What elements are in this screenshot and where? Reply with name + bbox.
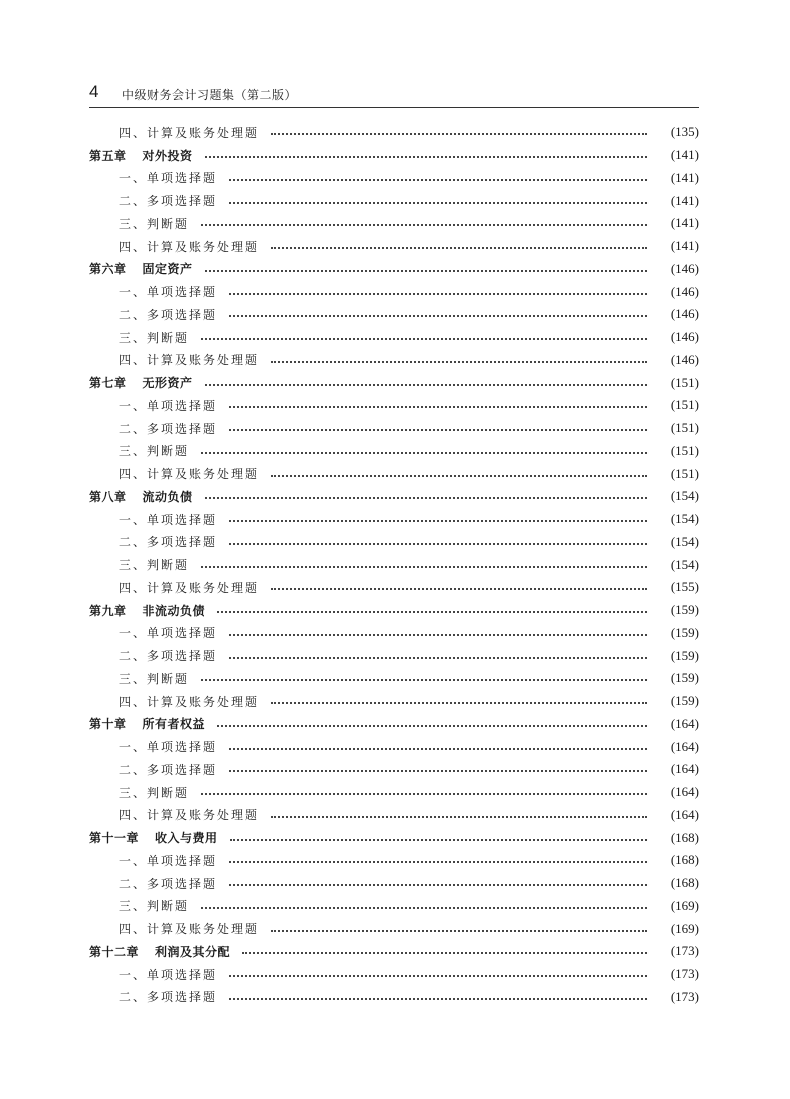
section-title: 三、判断题 <box>119 330 190 345</box>
dot-leader <box>229 634 647 636</box>
toc-section-entry <box>89 553 699 576</box>
page-reference: (151) <box>670 420 699 436</box>
toc-section-entry <box>89 667 699 690</box>
toc-section-entry <box>89 986 699 1009</box>
toc-chapter-entry <box>89 599 699 622</box>
section-title: 四、计算及账务处理题 <box>119 580 260 595</box>
page-reference: (173) <box>670 943 699 959</box>
page-reference: (173) <box>670 988 699 1004</box>
section-title: 三、判断题 <box>119 785 190 800</box>
toc-section-entry <box>89 872 699 895</box>
toc-section-entry <box>89 622 699 645</box>
dot-leader <box>201 793 647 795</box>
section-title: 四、计算及账务处理题 <box>119 125 260 140</box>
toc-section-entry <box>89 781 699 804</box>
page-reference: (164) <box>670 761 699 777</box>
page-reference: (154) <box>670 511 699 527</box>
toc-chapter-entry <box>89 144 699 167</box>
page-reference: (154) <box>670 556 699 572</box>
section-title: 一、单项选择题 <box>119 398 218 413</box>
page-reference: (154) <box>670 533 699 549</box>
page-reference: (154) <box>670 488 699 504</box>
dot-leader <box>205 384 647 386</box>
toc-section-entry <box>89 804 699 827</box>
chapter-number: 第八章 <box>89 489 127 504</box>
toc-chapter-entry <box>89 371 699 394</box>
dot-leader <box>229 884 647 886</box>
chapter-title: 对外投资 <box>142 148 193 163</box>
section-title: 一、单项选择题 <box>119 967 218 982</box>
dot-leader <box>217 725 647 727</box>
dot-leader <box>201 338 647 340</box>
page-reference: (159) <box>670 624 699 640</box>
dot-leader <box>229 315 647 317</box>
toc-chapter-entry <box>89 940 699 963</box>
toc-section-entry <box>89 508 699 531</box>
dot-leader <box>229 179 647 181</box>
toc-chapter-entry <box>89 826 699 849</box>
toc-section-entry <box>89 895 699 918</box>
toc-section-entry <box>89 235 699 258</box>
dot-leader <box>271 702 647 704</box>
dot-leader <box>201 452 647 454</box>
page-reference: (151) <box>670 442 699 458</box>
toc-section-entry <box>89 963 699 986</box>
toc-section-entry <box>89 167 699 190</box>
page-reference: (164) <box>670 784 699 800</box>
dot-leader <box>201 907 647 909</box>
section-title: 一、单项选择题 <box>119 740 218 755</box>
dot-leader <box>242 952 647 954</box>
toc-section-entry <box>89 394 699 417</box>
section-title: 四、计算及账务处理题 <box>119 694 260 709</box>
chapter-number: 第七章 <box>89 376 127 391</box>
dot-leader <box>229 202 647 204</box>
toc-section-entry <box>89 280 699 303</box>
page-reference: (146) <box>670 351 699 367</box>
page-reference: (151) <box>670 465 699 481</box>
dot-leader <box>229 657 647 659</box>
page-reference: (151) <box>670 397 699 413</box>
section-title: 四、计算及账务处理题 <box>119 922 260 937</box>
page-reference: (146) <box>670 260 699 276</box>
page-reference: (159) <box>670 647 699 663</box>
section-title: 一、单项选择题 <box>119 853 218 868</box>
dot-leader <box>201 566 647 568</box>
dot-leader <box>271 361 647 363</box>
toc-section-entry <box>89 440 699 463</box>
running-title: 中级财务会计习题集（第二版） <box>122 88 298 102</box>
section-title: 四、计算及账务处理题 <box>119 808 260 823</box>
chapter-title: 非流动负债 <box>142 603 206 618</box>
chapter-title: 利润及其分配 <box>155 944 231 959</box>
page-reference: (146) <box>670 306 699 322</box>
section-title: 四、计算及账务处理题 <box>119 467 260 482</box>
page-reference: (141) <box>670 147 699 163</box>
header-rule <box>89 107 699 108</box>
section-title: 二、多项选择题 <box>119 876 218 891</box>
dot-leader <box>271 475 647 477</box>
section-title: 二、多项选择题 <box>119 307 218 322</box>
dot-leader <box>229 748 647 750</box>
page-reference: (173) <box>670 966 699 982</box>
page-reference: (159) <box>670 670 699 686</box>
chapter-number: 第九章 <box>89 603 127 618</box>
section-title: 一、单项选择题 <box>119 512 218 527</box>
dot-leader <box>201 224 647 226</box>
dot-leader <box>229 998 647 1000</box>
toc-chapter-entry <box>89 485 699 508</box>
toc-chapter-entry <box>89 713 699 736</box>
section-title: 三、判断题 <box>119 671 190 686</box>
dot-leader <box>271 133 647 135</box>
page-reference: (168) <box>670 852 699 868</box>
page-reference: (141) <box>670 238 699 254</box>
chapter-number: 第十一章 <box>89 831 140 846</box>
page-reference: (155) <box>670 579 699 595</box>
dot-leader <box>201 679 647 681</box>
dot-leader <box>230 839 647 841</box>
section-title: 二、多项选择题 <box>119 535 218 550</box>
section-title: 二、多项选择题 <box>119 421 218 436</box>
page-number: 4 <box>89 82 99 101</box>
page-reference: (168) <box>670 829 699 845</box>
section-title: 二、多项选择题 <box>119 762 218 777</box>
page-reference: (141) <box>670 169 699 185</box>
section-title: 一、单项选择题 <box>119 171 218 186</box>
toc-section-entry <box>89 417 699 440</box>
dot-leader <box>229 770 647 772</box>
dot-leader <box>229 293 647 295</box>
table-of-contents <box>89 121 699 1008</box>
toc-section-entry <box>89 462 699 485</box>
toc-section-entry <box>89 644 699 667</box>
page-reference: (169) <box>670 897 699 913</box>
page-reference: (146) <box>670 329 699 345</box>
dot-leader <box>229 975 647 977</box>
chapter-title: 固定资产 <box>142 262 193 277</box>
dot-leader <box>271 588 647 590</box>
page-reference: (159) <box>670 602 699 618</box>
page-reference: (164) <box>670 738 699 754</box>
page-reference: (151) <box>670 374 699 390</box>
dot-leader <box>271 930 647 932</box>
page-reference: (141) <box>670 192 699 208</box>
dot-leader <box>229 543 647 545</box>
page-reference: (135) <box>670 124 699 140</box>
chapter-number: 第十二章 <box>89 944 140 959</box>
chapter-number: 第六章 <box>89 262 127 277</box>
page-reference: (159) <box>670 693 699 709</box>
toc-section-entry <box>89 735 699 758</box>
chapter-title: 所有者权益 <box>142 717 206 732</box>
page-reference: (168) <box>670 875 699 891</box>
section-title: 一、单项选择题 <box>119 626 218 641</box>
page-reference: (164) <box>670 715 699 731</box>
toc-section-entry <box>89 531 699 554</box>
chapter-number: 第五章 <box>89 148 127 163</box>
dot-leader <box>271 816 647 818</box>
page-reference: (164) <box>670 806 699 822</box>
section-title: 四、计算及账务处理题 <box>119 239 260 254</box>
dot-leader <box>229 429 647 431</box>
toc-section-entry <box>89 576 699 599</box>
toc-section-entry <box>89 303 699 326</box>
chapter-title: 流动负债 <box>142 489 193 504</box>
toc-chapter-entry <box>89 258 699 281</box>
dot-leader <box>205 156 647 158</box>
section-title: 三、判断题 <box>119 558 190 573</box>
section-title: 三、判断题 <box>119 444 190 459</box>
chapter-title: 无形资产 <box>142 376 193 391</box>
page-reference: (146) <box>670 283 699 299</box>
dot-leader <box>217 611 647 613</box>
toc-section-entry <box>89 690 699 713</box>
page-reference: (141) <box>670 215 699 231</box>
toc-section-entry <box>89 121 699 144</box>
section-title: 四、计算及账务处理题 <box>119 353 260 368</box>
section-title: 一、单项选择题 <box>119 285 218 300</box>
section-title: 二、多项选择题 <box>119 649 218 664</box>
dot-leader <box>271 247 647 249</box>
section-title: 二、多项选择题 <box>119 990 218 1005</box>
page-reference: (169) <box>670 920 699 936</box>
toc-section-entry <box>89 326 699 349</box>
toc-section-entry <box>89 758 699 781</box>
toc-section-entry <box>89 189 699 212</box>
toc-section-entry <box>89 849 699 872</box>
dot-leader <box>205 270 647 272</box>
toc-section-entry <box>89 917 699 940</box>
dot-leader <box>229 861 647 863</box>
section-title: 三、判断题 <box>119 899 190 914</box>
section-title: 三、判断题 <box>119 216 190 231</box>
section-title: 二、多项选择题 <box>119 194 218 209</box>
chapter-number: 第十章 <box>89 717 127 732</box>
dot-leader <box>229 520 647 522</box>
dot-leader <box>205 497 647 499</box>
dot-leader <box>229 406 647 408</box>
chapter-title: 收入与费用 <box>155 831 218 846</box>
toc-section-entry <box>89 349 699 372</box>
toc-section-entry <box>89 212 699 235</box>
